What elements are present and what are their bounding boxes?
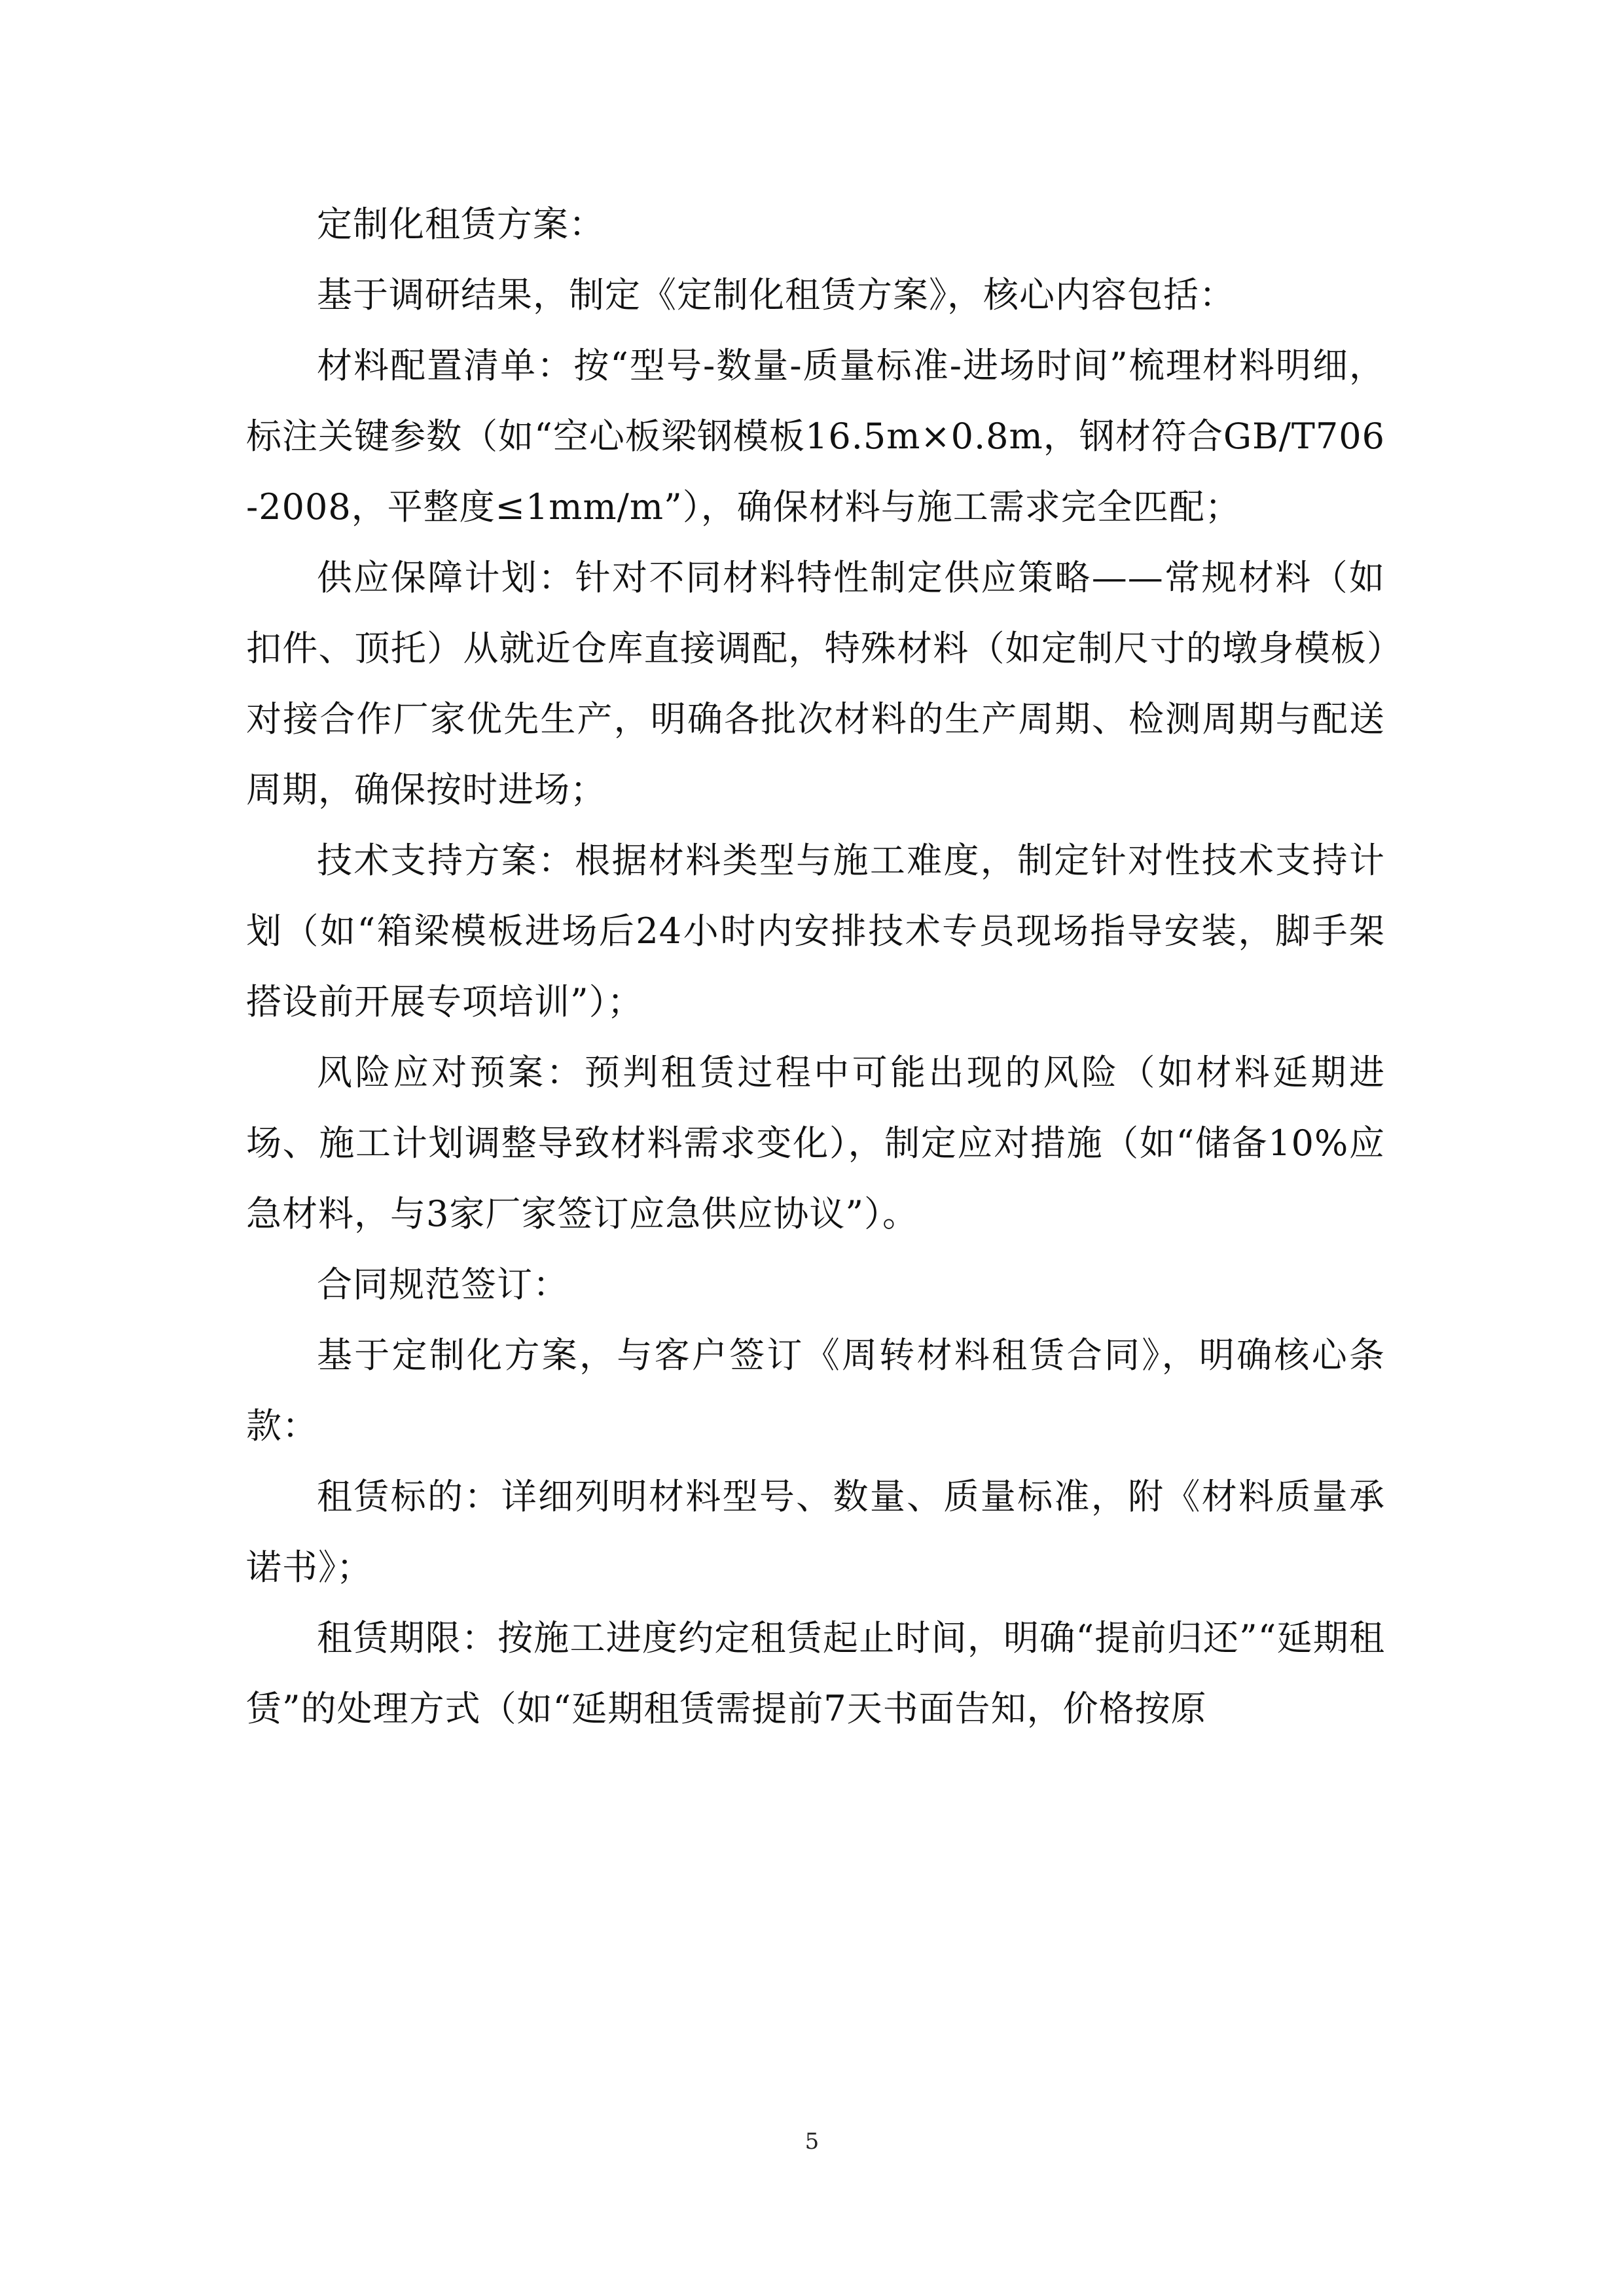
paragraph-material-list: 材料配置清单：按“型号-数量-质量标准-进场时间”梳理材料明细，标注关键参数（如“空心板梁钢模板16.5m×0.8m，钢材符合GB/T706-2008，平整度≤1mm/m”），确保材料与施工需求完全匹配； [246, 345, 1385, 528]
paragraph-rental-period: 租赁期限：按施工进度约定租赁起止时间，明确“提前归还”“延期租赁”的处理方式（如“延期租赁需提前7天书面告知，价格按原 [246, 1617, 1385, 1729]
page-number: 5 [804, 2128, 820, 2155]
paragraph-rental-subject: 租赁标的：详细列明材料型号、数量、质量标准，附《材料质量承诺书》； [246, 1476, 1385, 1588]
heading-custom-rental-plan: 定制化租赁方案： [317, 204, 605, 245]
paragraph-tech-support: 技术支持方案：根据材料类型与施工难度，制定针对性技术支持计划（如“箱梁模板进场后24小时内安排技术专员现场指导安装，脚手架搭设前开展专项培训”）； [246, 840, 1385, 1022]
paragraph-supply-plan: 供应保障计划：针对不同材料特性制定供应策略——常规材料（如扣件、顶托）从就近仓库直接调配，特殊材料（如定制尺寸的墩身模板）对接合作厂家优先生产，明确各批次材料的生产周期、检测周期与配送周期，确保按时进场； [246, 557, 1385, 810]
heading-contract-signing: 合同规范签订： [317, 1264, 569, 1305]
paragraph-contract-intro: 基于定制化方案，与客户签订《周转材料租赁合同》，明确核心条款： [246, 1335, 1385, 1446]
paragraph-risk-plan: 风险应对预案：预判租赁过程中可能出现的风险（如材料延期进场、施工计划调整导致材料需求变化），制定应对措施（如“储备10%应急材料，与3家厂家签订应急供应协议”）。 [246, 1052, 1385, 1234]
paragraph-plan-intro: 基于调研结果，制定《定制化租赁方案》，核心内容包括： [317, 274, 1235, 315]
document-body [246, 189, 1385, 1744]
